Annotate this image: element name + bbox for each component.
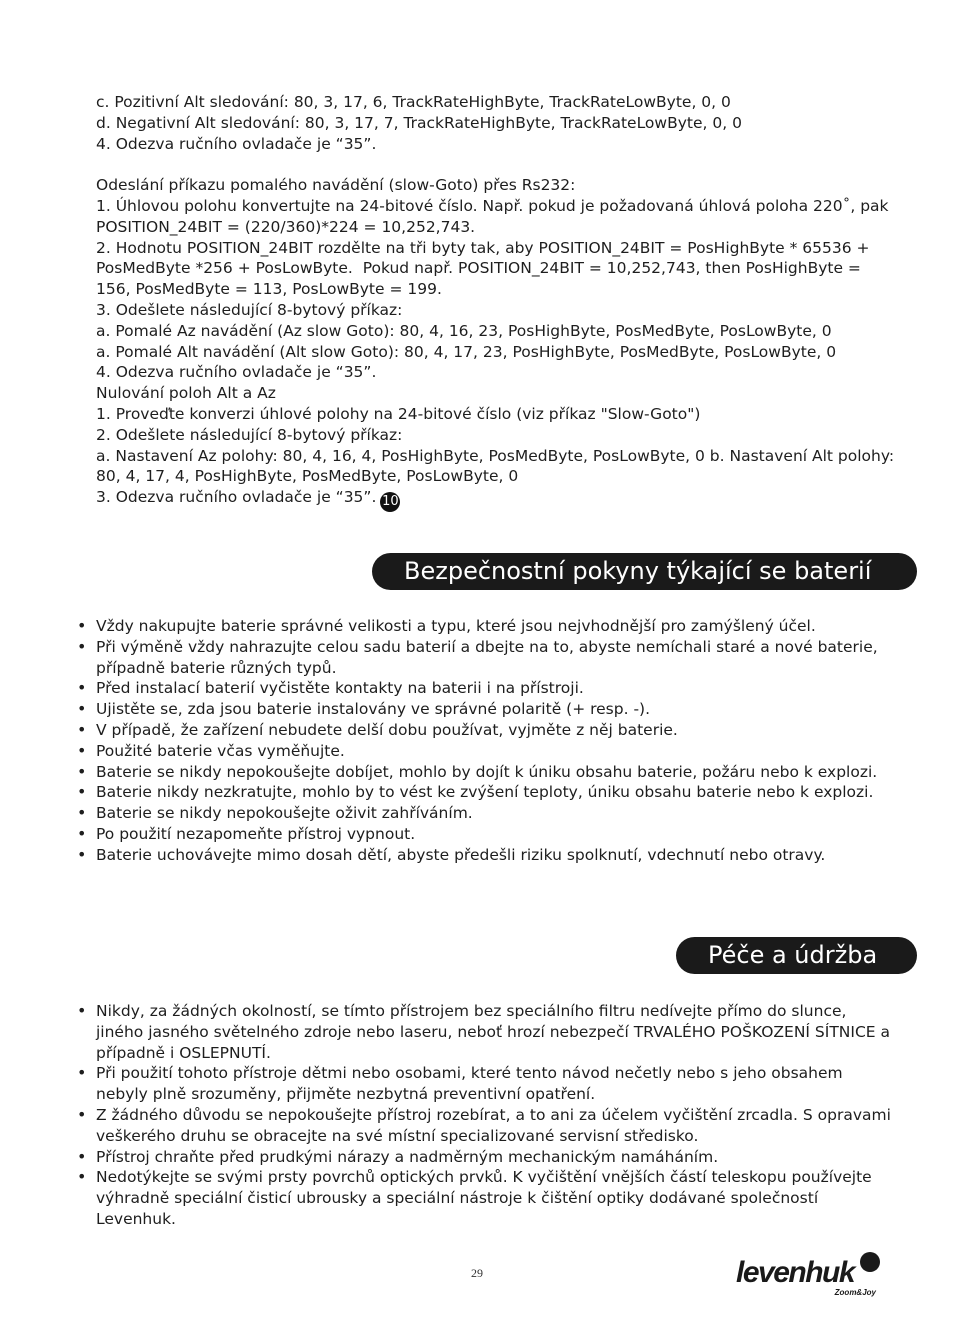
reset-title: Nulování poloh Alt a Az [96,384,276,403]
logo-wordmark: levenhuk [736,1256,855,1289]
slowgoto-step: 4. Odezva ručního ovladače je “35”. [96,363,377,382]
slowgoto-step: 3. Odešlete následující 8-bytový příkaz: [96,300,403,319]
battery-safety-list [96,616,896,866]
battery-list-block [96,616,896,866]
care-section-heading: Péče a údržba [676,937,917,974]
list-item: • Při výměně vždy nahrazujte celou sadu baterií a dbejte na to, abyste nemíchali staré a nové baterie, případně baterie různých typů. [96,637,896,679]
reset-step: a. Nastavení Az polohy: 80, 4, 16, 4, PosHighByte, PosMedByte, PosLowByte, 0 b. Nastavení Alt polohy: 80, 4, 17, 4, PosHighByte, PosMedByte, PosLowByte, 0 [96,446,900,486]
logo-dot-icon [860,1252,880,1272]
slowgoto-step: 1. Úhlovou polohu konvertujte na 24-bitové číslo. Např. pokud je požadovaná úhlová poloha 220˚, pak POSITION_24BIT = (220/360)*224 = 10,252,743. [96,196,894,236]
levenhuk-logo [736,1250,886,1302]
list-item: • Při použití tohoto přístroje dětmi nebo osobami, které tento návod nečetly nebo s jeho obsahem nebyly plně srozuměny, přijměte nezbytná preventivní opatření. [96,1063,896,1105]
page-number: 29 [471,1266,483,1280]
list-item: • Baterie nikdy nezkratujte, mohlo by to vést ke zvýšení teploty, úniku obsahu baterie nebo k explozi. [96,782,896,803]
intro-block [96,92,900,512]
logo-tagline: Zoom&Joy [834,1288,876,1297]
list-item: • Vždy nakupujte baterie správné velikosti a typu, které jsou nejvhodnější pro zamýšlený účel. [96,616,896,637]
intro-line: c. Pozitivní Alt sledování: 80, 3, 17, 6, TrackRateHighByte, TrackRateLowByte, 0, 0 [96,93,731,111]
slowgoto-step: a. Pomalé Alt navádění (Alt slow Goto): 80, 4, 17, 23, PosHighByte, PosMedByte, PosLowByte, 0 [96,342,837,361]
list-item: • Baterie se nikdy nepokoušejte dobíjet, mohlo by dojít k úniku obsahu baterie, požáru nebo k explozi. [96,762,896,783]
list-item: • Z žádného důvodu se nepokoušejte přístroj rozebírat, a to ani za účelem vyčištění zrcadla. S opravami veškerého druhu se obracejte na své místní specializované servisní středisko. [96,1105,896,1147]
list-item: • Ujistěte se, zda jsou baterie instalovány ve správné polaritě (+ resp. -). [96,699,896,720]
list-item: • Nikdy, za žádných okolností, se tímto přístrojem bez speciálního filtru nedívejte přímo do slunce, jiného jasného světelného zdroje nebo laseru, neboť hrozí nebezpečí TRVALÉHO POŠKOZENÍ SÍTNICE a případně i OSLEPNUTÍ. [96,1001,896,1063]
battery-section-heading: Bezpečnostní pokyny týkající se baterií [372,553,917,590]
slowgoto-step: 2. Hodnotu POSITION_24BIT rozdělte na tři byty tak, aby POSITION_24BIT = PosHighByte * 65536 + PosMedByte *256 + PosLowByte. Pokud např. POSITION_24BIT = 10,252,743, then PosHighByte = 156, PosMedByte = 113, PosLowByte = 199. [96,238,875,299]
reset-last-step [96,487,896,512]
list-item: • Použité baterie včas vyměňujte. [96,741,896,762]
reset-step: 2. Odešlete následující 8-bytový příkaz: [96,425,403,444]
list-item: • Před instalací baterií vyčistěte kontakty na baterii i na přístroji. [96,678,896,699]
reset-last-step-text: 3. Odezva ručního ovladače je “35”. [96,488,377,507]
list-item: • Nedotýkejte se svými prsty povrchů optických prvků. K vyčištění vnějších částí teleskopu používejte výhradně speciální čisticí ubrousky a speciální nástroje k čištění optiky dodávané společností Levenhuk. [96,1167,896,1229]
care-list-block [96,1001,896,1230]
list-item: • V případě, že zařízení nebudete delší dobu používat, vyjměte z něj baterie. [96,720,896,741]
list-item: • Přístroj chraňte před prudkými nárazy a nadměrným mechanickým namáháním. [96,1147,896,1168]
slowgoto-step: a. Pomalé Az navádění (Az slow Goto): 80, 4, 16, 23, PosHighByte, PosMedByte, PosLowByte, 0 [96,321,832,340]
figure-reference-badge: 10 [380,492,400,512]
care-list [96,1001,896,1230]
reset-step: 1. Proveďte konverzi úhlové polohy na 24-bitové číslo (viz příkaz "Slow-Goto") [96,404,701,423]
list-item: • Po použití nezapomeňte přístroj vypnout. [96,824,896,845]
intro-line: 4. Odezva ručního ovladače je “35”. [96,134,377,153]
intro-line: d. Negativní Alt sledování: 80, 3, 17, 7, TrackRateHighByte, TrackRateLowByte, 0, 0 [96,113,742,132]
list-item: • Baterie se nikdy nepokoušejte oživit zahříváním. [96,803,896,824]
list-item: • Baterie uchovávejte mimo dosah dětí, abyste předešli riziku spolknutí, vdechnutí nebo otravy. [96,845,896,866]
slowgoto-title: Odeslání příkazu pomalého navádění (slow-Goto) přes Rs232: [96,176,576,195]
